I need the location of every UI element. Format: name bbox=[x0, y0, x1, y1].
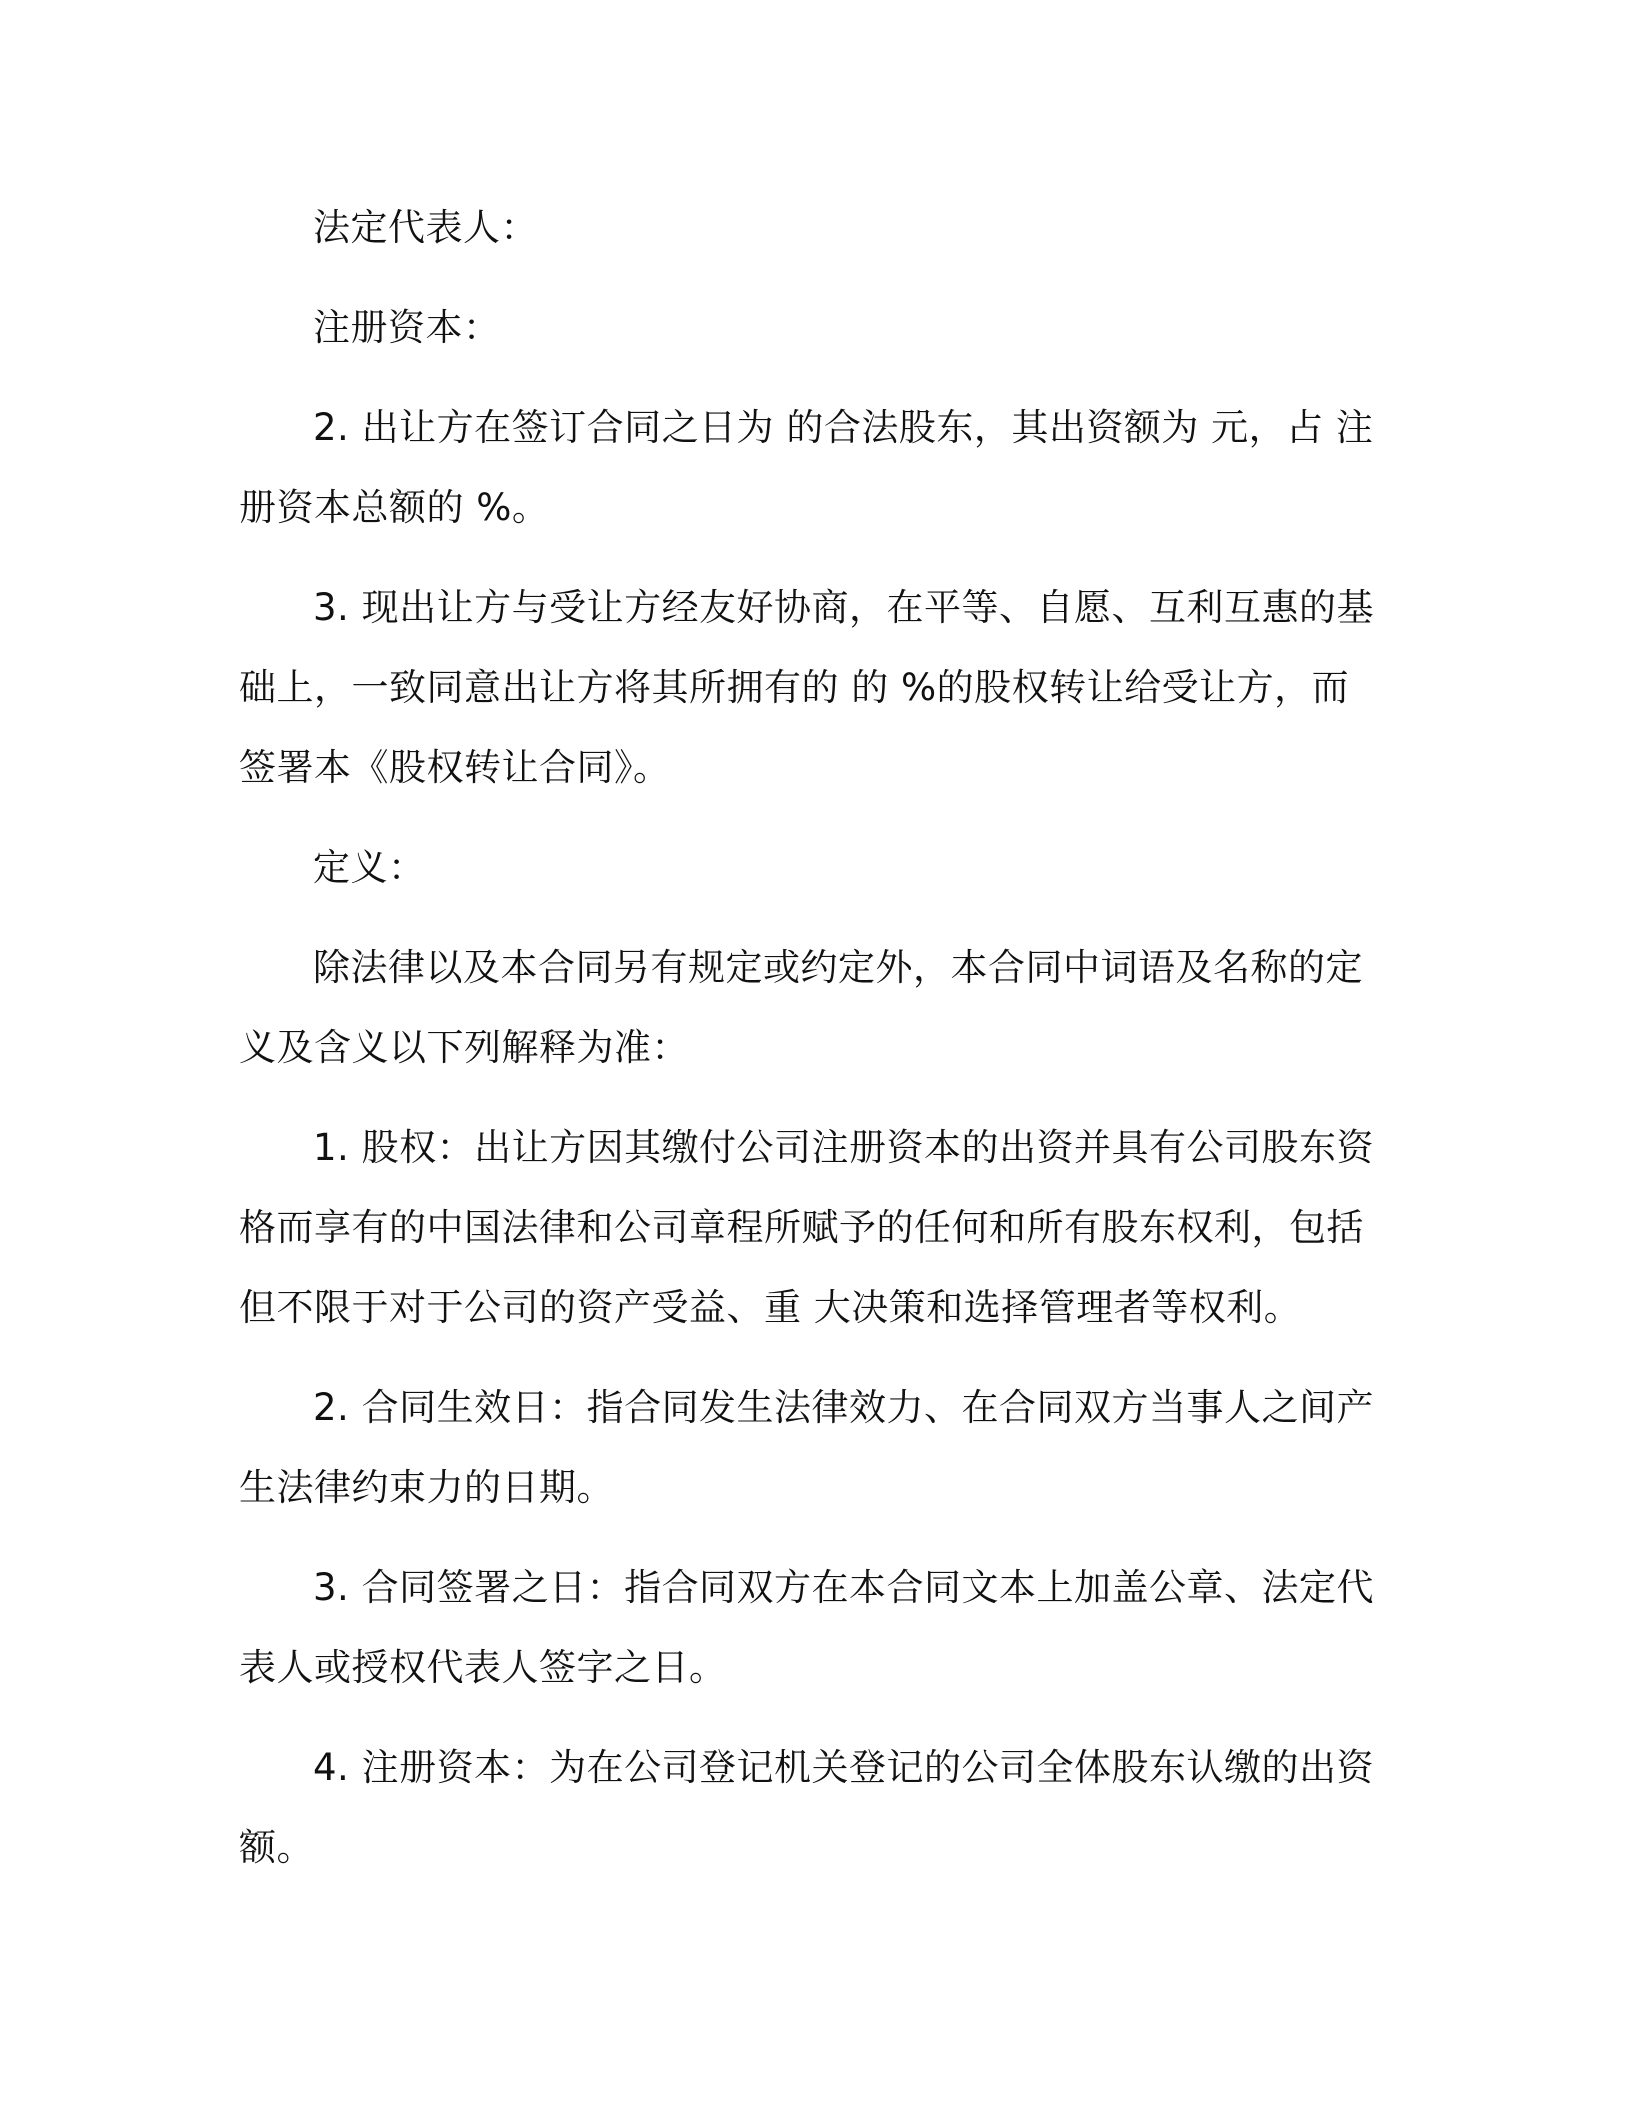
paragraph-legal-representative: 法定代表人： bbox=[313, 206, 538, 249]
paragraph-definitions-heading: 定义： bbox=[313, 846, 426, 889]
paragraph-definition-effective-date: 2. 合同生效日：指合同发生法律效力、在合同双方当事人之间产生法律约束力的日期。 bbox=[239, 1386, 1375, 1509]
paragraph-definition-equity: 1. 股权：出让方因其缴付公司注册资本的出资并具有公司股东资格而享有的中国法律和公司章程所赋予的任何和所有股东权利，包括但不限于对于公司的资产受益、重 大决策和选择管理者等权利。 bbox=[239, 1126, 1375, 1329]
document-body bbox=[239, 188, 1379, 1908]
paragraph-definitions-intro: 除法律以及本合同另有规定或约定外，本合同中词语及名称的定义及含义以下列解释为准： bbox=[239, 946, 1363, 1069]
paragraph-registered-capital: 注册资本： bbox=[313, 306, 501, 349]
paragraph-definition-registered-capital: 4. 注册资本：为在公司登记机关登记的公司全体股东认缴的出资额。 bbox=[239, 1746, 1375, 1869]
paragraph-definition-signing-date: 3. 合同签署之日：指合同双方在本合同文本上加盖公章、法定代表人或授权代表人签字之日。 bbox=[239, 1566, 1375, 1689]
paragraph-clause-2: 2. 出让方在签订合同之日为 的合法股东，其出资额为 元，占 注册资本总额的 %。 bbox=[239, 406, 1374, 529]
paragraph-clause-3: 3. 现出让方与受让方经友好协商，在平等、自愿、互利互惠的基础上，一致同意出让方将其所拥有的 的 %的股权转让给受让方，而签署本《股权转让合同》。 bbox=[239, 586, 1375, 789]
